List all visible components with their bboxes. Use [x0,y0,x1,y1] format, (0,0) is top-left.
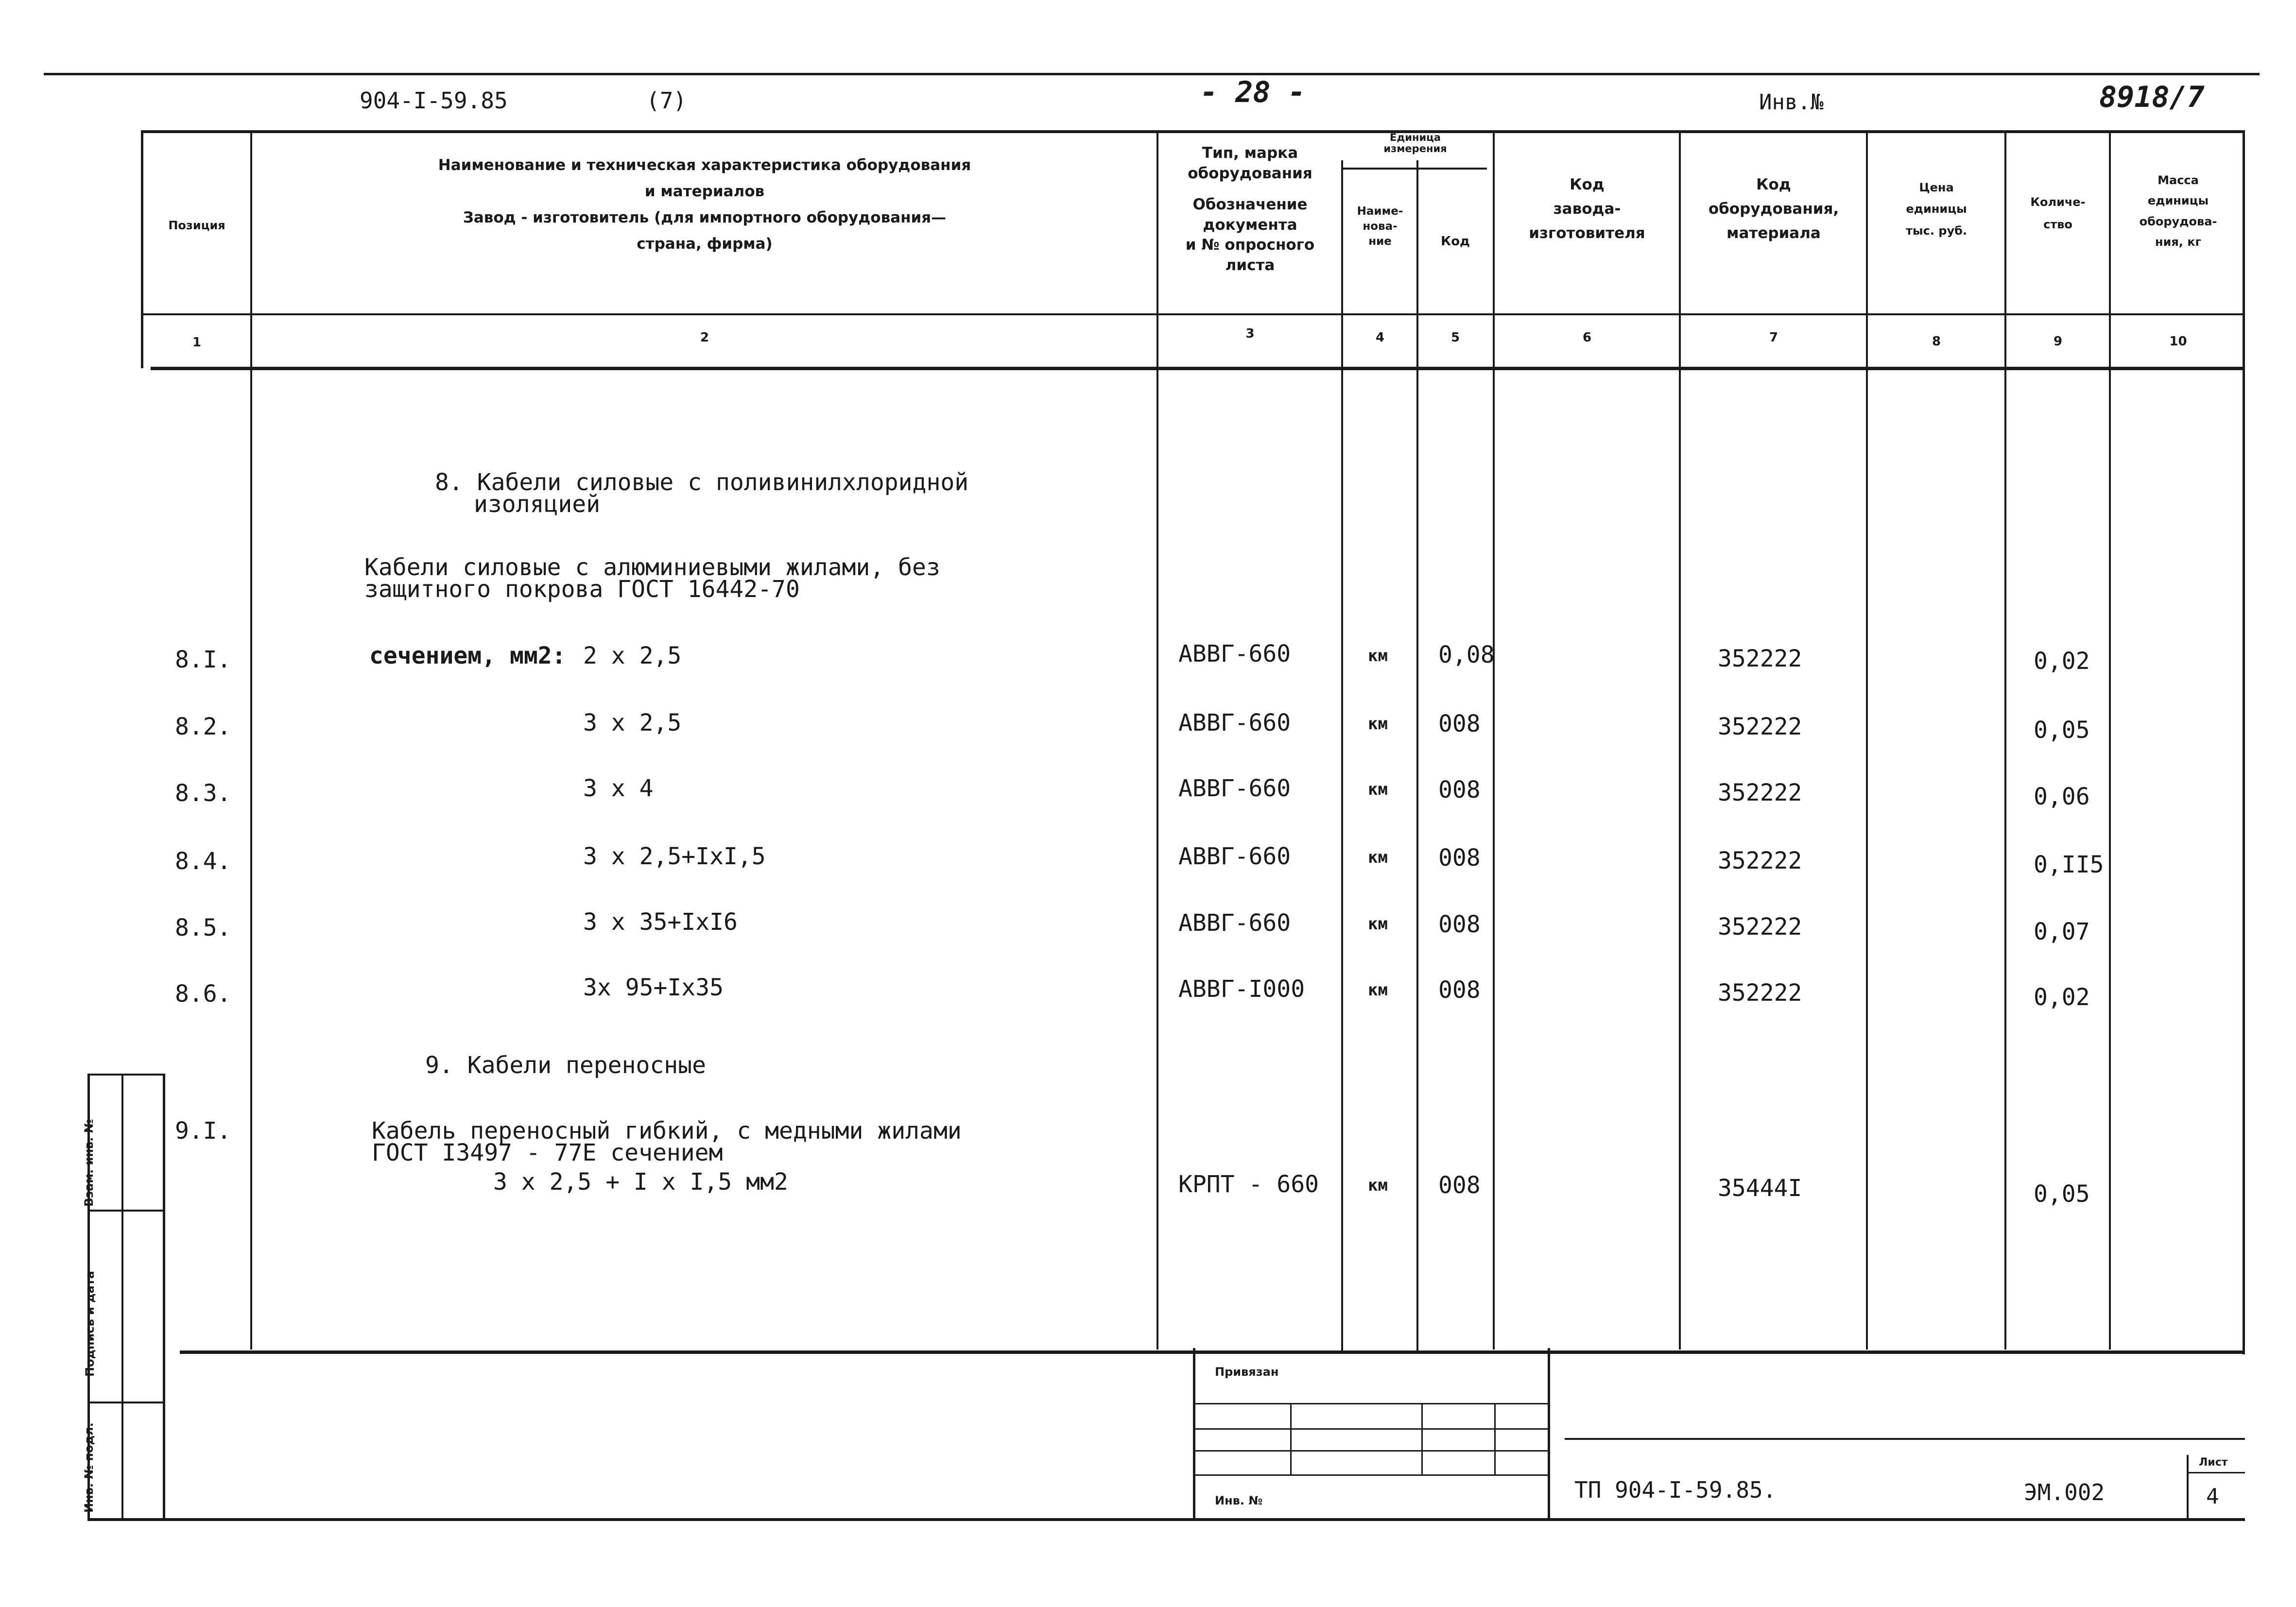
header-mass-line: оборудова- [2139,214,2217,228]
row-type: АВВГ-I000 [1178,975,1305,1003]
header-quantity-line: ство [2043,218,2072,232]
header-price-line: тыс. руб. [1905,223,1967,238]
header-unit-name-line: нова- [1363,220,1398,233]
header-price [1868,180,2004,239]
row-position: 8.5. [175,914,231,941]
header-unit-line: Единица [1390,132,1441,143]
row-quantity: 0,07 [2034,918,2090,945]
row-code: 008 [1438,844,1481,872]
row-type: АВВГ-660 [1178,909,1291,937]
page-mark: - 28 - [1200,75,1306,109]
row-spec: 3 x 2,5+IxI,5 [583,843,766,870]
row-material-code: 352222 [1718,645,1802,672]
header-unit-code: Код [1440,234,1470,249]
column-number: 9 [2053,334,2063,349]
header-unit-name-line: ние [1368,235,1392,248]
row-material-code: 35444I [1718,1175,1802,1202]
header-unit-group [1344,132,1487,154]
header-type-line: документа [1203,216,1297,234]
header-mass-line: ния, кг [2155,235,2202,249]
header-manufacturer-line: Код [1570,176,1605,193]
row-quantity: 0,02 [2034,984,2090,1011]
row-code: 0,08 [1438,641,1495,668]
column-number: 5 [1450,330,1460,345]
column-number: 7 [1769,330,1778,345]
header-name [258,155,1152,254]
row-unit: км [1368,914,1388,934]
section-9-line2: ГОСТ I3497 - 77Е сечением [372,1139,723,1166]
row-quantity: 0,II5 [2034,851,2104,878]
header-price-line: единицы [1906,202,1967,216]
header-mass [2111,172,2245,250]
row-position: 8.6. [175,980,231,1008]
row-spec: 2 x 2,5 [583,642,682,669]
section-8-title-line2: изоляцией [474,491,601,518]
column-number: 3 [1245,326,1255,341]
header-type-line: Обозначение [1192,195,1308,213]
side-replace-inv: Взам. инв. № [82,1119,96,1207]
column-number: 1 [192,335,202,350]
column-number: 8 [1932,334,1941,349]
section-8-subtitle-line1: Кабели силовые с алюминиевыми жилами, без [364,554,940,581]
stamp-attached-label: Привязан [1215,1365,1279,1379]
row-material-code: 352222 [1718,913,1802,940]
column-number: 2 [700,330,709,345]
row-unit: км [1368,848,1388,867]
stamp-section-code: ЭМ.002 [2024,1479,2105,1505]
header-position: Позиция [168,219,225,232]
side-original-inv: Инв. № подл. [82,1422,96,1513]
header-type-line: листа [1225,256,1275,274]
corner-mark: 8918/7 [2099,80,2205,114]
header-manufacturer-line: изготовителя [1529,224,1645,242]
row-quantity: 0,05 [2034,717,2090,744]
header-quantity-line: Количе- [2030,195,2086,209]
row-code: 008 [1438,1172,1481,1199]
header-name-line: страна, фирма) [637,235,773,253]
row-material-code: 352222 [1718,713,1802,740]
row-spec: 3 x 35+IxI6 [583,908,738,936]
row-spec: 3 x 4 [583,775,654,802]
header-manufacturer-code [1495,175,1679,244]
row-quantity: 0,02 [2034,648,2090,675]
row-type: КРПТ - 660 [1178,1171,1319,1198]
header-type-line: оборудования [1188,164,1312,182]
section-9-title: 9. Кабели переносные [425,1052,706,1079]
row-position: 8.I. [175,646,231,673]
column-number: 4 [1375,330,1385,345]
row-position: 8.2. [175,713,231,740]
row-type: АВВГ-660 [1178,709,1291,736]
header-manufacturer-line: завода- [1553,200,1621,218]
section-9-line1: Кабель переносный гибкий, с медными жилами [372,1117,962,1145]
row-quantity: 0,06 [2034,783,2090,810]
header-material-line: материала [1726,224,1821,242]
stamp-inv-no-label: Инв. № [1215,1494,1263,1507]
row-material-code: 352222 [1718,779,1802,806]
header-type-line: Тип, марка [1202,144,1298,162]
header-material-line: Код [1756,176,1791,193]
header-price-line: Цена [1919,181,1954,194]
header-name-line: Наименование и техническая характеристика оборудования [438,156,971,174]
row-type: АВВГ-660 [1178,843,1291,870]
column-number: 6 [1582,330,1592,345]
header-unit-name-line: Наиме- [1357,205,1403,218]
row-unit: км [1368,646,1388,666]
header-quantity [2007,194,2109,233]
stamp-document-code: ТП 904-I-59.85. [1574,1477,1777,1503]
row-code: 008 [1438,776,1481,804]
row-unit: км [1368,980,1388,1000]
row-type: АВВГ-660 [1178,640,1291,667]
section-8-subtitle-line2: защитного покрова ГОСТ 16442-70 [364,576,800,603]
header-name-line: и материалов [644,182,765,200]
header-material-line: оборудования, [1708,200,1839,218]
row-unit: км [1368,714,1388,734]
header-unit-line: измерения [1383,143,1447,155]
row-spec: 3 x 2,5 [583,709,682,736]
section-8-title-line1: 8. Кабели силовые с поливинилхлоридной [435,469,969,496]
row-position: 8.4. [175,848,231,875]
header-type-line: и № опросного [1185,236,1315,254]
header-type [1159,143,1341,276]
row-code: 008 [1438,710,1481,737]
row-unit: км [1368,780,1388,799]
row-material-code: 352222 [1718,847,1802,874]
header-material-code [1681,175,1866,244]
row-spec: 3x 95+Ix35 [583,974,724,1001]
document-code: 904-I-59.85 [360,87,508,114]
row-quantity: 0,05 [2034,1180,2090,1208]
row-position: 9.I. [175,1117,231,1145]
row-unit: км [1368,1176,1388,1195]
row-code: 008 [1438,976,1481,1004]
header-name-line: Завод - изготовитель (для импортного оборудования— [463,208,947,226]
header-mass-line: Масса [2158,173,2199,187]
section-9-line3: 3 x 2,5 + I x I,5 мм2 [493,1168,788,1196]
header-unit-name [1344,204,1416,249]
row-code: 008 [1438,911,1481,938]
stamp-sheet-number: 4 [2206,1484,2219,1509]
row-material-code: 352222 [1718,979,1802,1007]
inventory-label: Инв.№ [1759,90,1824,115]
row-type: АВВГ-660 [1178,775,1291,802]
header-mass-line: единицы [2147,194,2209,208]
stamp-sheet-label: Лист [2199,1456,2228,1469]
row-position: 8.3. [175,780,231,807]
sheet-paren-number: (7) [646,87,687,114]
side-signature-date: Подпись и дата [83,1271,97,1377]
column-number: 10 [2169,334,2187,349]
section-label: сечением, мм2: [369,642,566,669]
